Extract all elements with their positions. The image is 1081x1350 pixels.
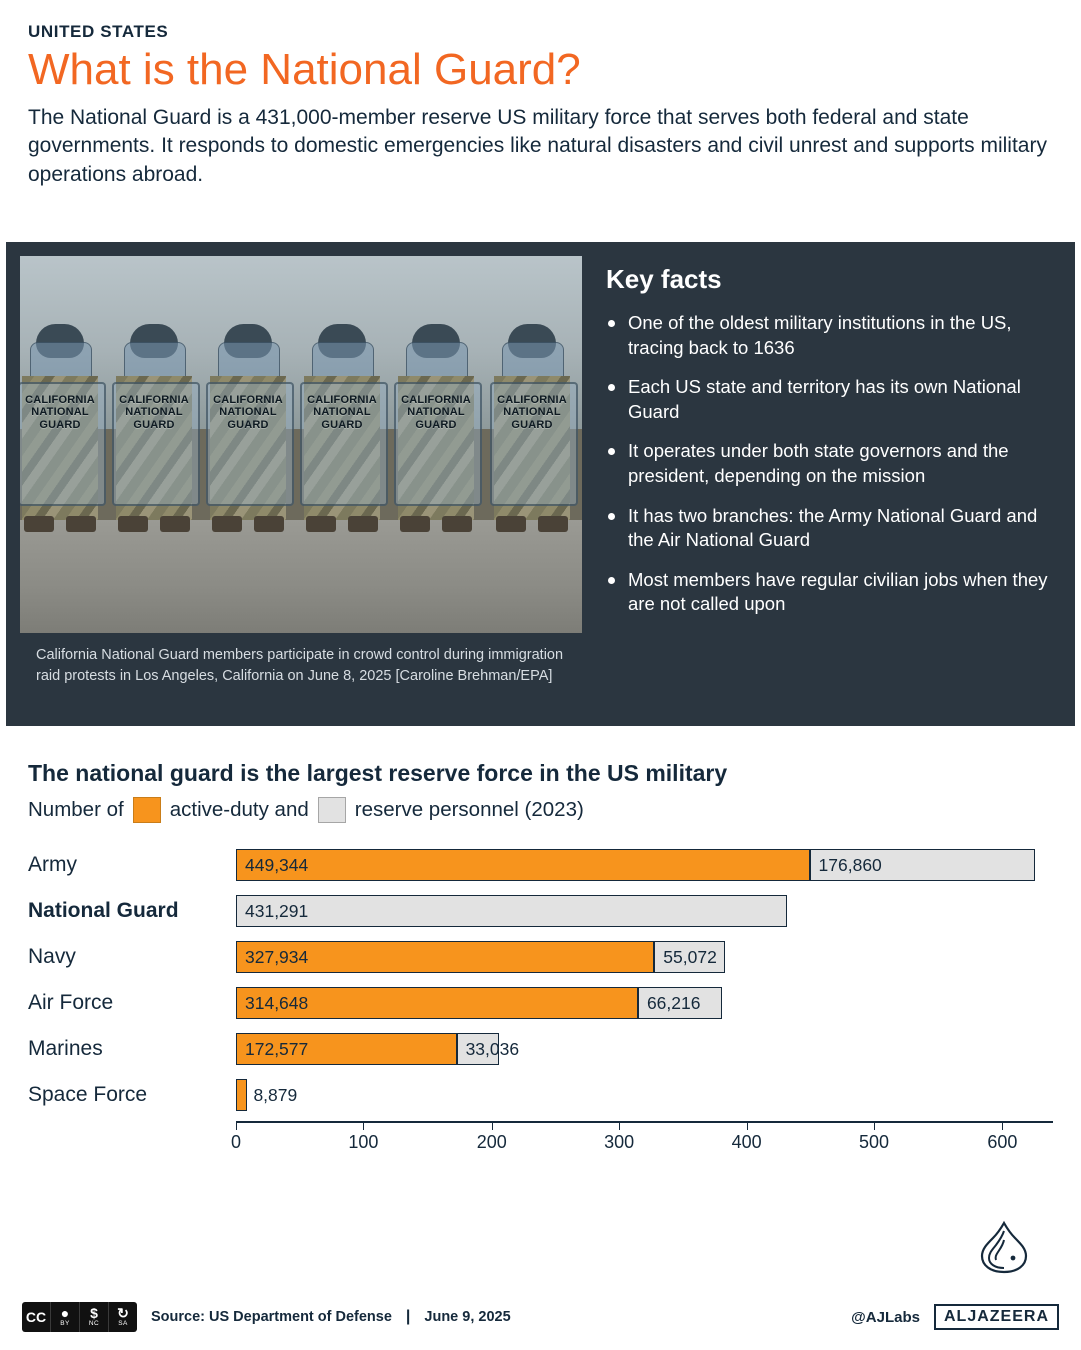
cc-glyph: CC	[25, 1309, 47, 1325]
bar-group	[236, 1033, 1053, 1065]
table-row	[28, 1075, 1053, 1115]
aljazeera-logo-icon	[973, 1220, 1035, 1276]
bar-active-duty	[236, 987, 638, 1019]
kicker: UNITED STATES	[28, 22, 169, 41]
fact-text: Most members have regular civilian jobs when they are not called upon	[628, 568, 1048, 615]
key-facts-panel	[6, 242, 1075, 726]
chart-rows	[28, 845, 1053, 1115]
guard-figure	[486, 324, 578, 520]
bullet-icon	[608, 577, 615, 584]
bar-reserve	[810, 849, 1035, 881]
guard-figure	[296, 324, 388, 520]
fact-text: Each US state and territory has its own National Guard	[628, 376, 1021, 422]
axis-tick	[1002, 1123, 1003, 1130]
x-axis	[230, 1121, 1053, 1157]
axis-tick-label: 400	[731, 1132, 762, 1152]
boot	[538, 516, 568, 532]
cc-nc-icon	[80, 1302, 109, 1332]
category-label: Space Force	[28, 1083, 148, 1106]
bar-group	[236, 941, 1053, 973]
list-item	[606, 439, 1053, 488]
bar-active-duty	[236, 849, 810, 881]
axis-tick-label: 600	[987, 1132, 1018, 1152]
shield-text: CALIFORNIA NATIONAL GUARD	[25, 393, 95, 431]
fact-text: It operates under both state governors and the president, depending on the mission	[628, 440, 1009, 486]
key-facts-title: Key facts	[606, 264, 722, 294]
cc-sa-label: SA	[118, 1320, 128, 1327]
social-handle: @AJLabs	[851, 1308, 920, 1326]
cc-nc-label: NC	[88, 1320, 100, 1327]
standfirst: The National Guard is a 431,000-member reserve US military force that serves both federal and state governments. It responds to domestic emergencies like natural disasters and civil unrest and supports military operations abroad.	[28, 105, 1047, 187]
axis-tick	[492, 1123, 493, 1130]
bar-value-reserve: 66,216	[646, 992, 701, 1013]
bar-group	[236, 849, 1053, 881]
header	[0, 0, 1081, 190]
legend-label-reserve: reserve personnel (2023)	[354, 798, 584, 821]
bar-value-reserve: 176,860	[818, 854, 882, 875]
axis-tick	[619, 1123, 620, 1130]
category-label: Marines	[28, 1037, 103, 1060]
nc-glyph: $	[90, 1305, 98, 1321]
shield-text: CALIFORNIA NATIONAL GUARD	[213, 393, 283, 431]
chart	[28, 760, 1053, 1157]
axis-tick	[747, 1123, 748, 1130]
photo-ground	[20, 520, 582, 633]
guard-figure	[202, 324, 294, 520]
axis-tick-label: 0	[230, 1132, 242, 1152]
photo	[20, 256, 582, 633]
list-item	[606, 375, 1053, 424]
list-item	[606, 568, 1053, 617]
cc-icon	[22, 1302, 51, 1332]
bar-group	[236, 895, 1053, 927]
photo-block	[6, 242, 582, 726]
bar-value-reserve: 431,291	[245, 900, 309, 921]
bullet-icon	[608, 513, 615, 520]
bar-value-active-duty: 449,344	[245, 854, 309, 875]
sa-glyph: ↻	[117, 1305, 129, 1321]
axis-tick	[236, 1123, 237, 1130]
cc-by-label: BY	[60, 1320, 70, 1327]
fact-text: It has two branches: the Army National Guard and the Air National Guard	[628, 504, 1038, 551]
key-facts-list	[582, 242, 1075, 726]
boot	[254, 516, 284, 532]
bar-value-active-duty: 327,934	[245, 946, 309, 967]
shield-text: CALIFORNIA NATIONAL GUARD	[497, 393, 567, 431]
boot	[400, 516, 430, 532]
source-text: Source: US Department of Defense	[151, 1309, 392, 1325]
footer-brand	[851, 1304, 1059, 1330]
bar-reserve	[457, 1033, 520, 1065]
table-row	[28, 983, 1053, 1023]
table-row	[28, 937, 1053, 977]
category-label: Navy	[28, 945, 76, 968]
bar-active-duty	[236, 1079, 247, 1111]
bar-group	[236, 987, 1053, 1019]
page-title: What is the National Guard?	[28, 45, 581, 94]
bar-active-duty	[236, 941, 654, 973]
person-glyph: ●	[60, 1305, 70, 1321]
category-label: Army	[28, 853, 77, 876]
legend-swatch-active-duty	[133, 797, 161, 823]
table-row	[28, 891, 1053, 931]
footer-separator: |	[405, 1308, 411, 1325]
axis-tick-label: 100	[348, 1132, 379, 1152]
guard-figure	[390, 324, 482, 520]
bar-value-active-duty: 8,879	[253, 1084, 298, 1105]
boot	[348, 516, 378, 532]
chart-legend	[28, 797, 1053, 823]
shield-text: CALIFORNIA NATIONAL GUARD	[119, 393, 189, 431]
bar-value-reserve: 55,072	[663, 946, 717, 967]
bar-reserve	[236, 895, 787, 927]
boot	[118, 516, 148, 532]
bullet-icon	[608, 448, 615, 455]
cc-sa-icon	[109, 1302, 137, 1332]
bar-reserve	[638, 987, 722, 1019]
bar-value-active-duty: 314,648	[245, 992, 309, 1013]
creative-commons-badge	[22, 1302, 511, 1332]
legend-swatch-reserve	[318, 797, 346, 823]
cc-by-icon	[51, 1302, 80, 1332]
boot	[306, 516, 336, 532]
bar-value-reserve: 33,036	[465, 1038, 520, 1059]
table-row	[28, 845, 1053, 885]
category-label: Air Force	[28, 991, 114, 1014]
axis-tick-label: 500	[859, 1132, 890, 1152]
legend-prefix: Number of	[28, 798, 124, 821]
list-item	[606, 504, 1053, 553]
photo-caption: California National Guard members participate in crowd control during immigration raid protests in Los Angeles, California on June 8, 2025 [Caroline Brehman/EPA]	[36, 647, 564, 684]
chart-title: The national guard is the largest reserve force in the US military	[28, 760, 728, 786]
list-item	[606, 311, 1053, 360]
axis-tick-label: 300	[604, 1132, 635, 1152]
shield-text: CALIFORNIA NATIONAL GUARD	[307, 393, 377, 431]
bullet-icon	[608, 320, 615, 327]
bar-group	[236, 1079, 1053, 1111]
table-row	[28, 1029, 1053, 1069]
shield-text: CALIFORNIA NATIONAL GUARD	[401, 393, 471, 431]
guard-figure	[20, 324, 106, 520]
bar-active-duty	[236, 1033, 457, 1065]
fact-text: One of the oldest military institutions in the US, tracing back to 1636	[628, 312, 1012, 358]
boot	[212, 516, 242, 532]
guard-figure	[108, 324, 200, 520]
bullet-icon	[608, 384, 615, 391]
bar-reserve	[654, 941, 724, 973]
boot	[24, 516, 54, 532]
boot	[66, 516, 96, 532]
publish-date: June 9, 2025	[424, 1309, 511, 1325]
axis-tick	[363, 1123, 364, 1130]
axis-tick-label: 200	[476, 1132, 507, 1152]
category-label: National Guard	[28, 899, 179, 922]
footer	[0, 1278, 1081, 1350]
boot	[496, 516, 526, 532]
aljazeera-wordmark: ALJAZEERA	[934, 1304, 1059, 1330]
boot	[160, 516, 190, 532]
bar-value-active-duty: 172,577	[245, 1038, 309, 1059]
boot	[442, 516, 472, 532]
axis-tick	[874, 1123, 875, 1130]
legend-label-active-duty: active-duty and	[169, 798, 309, 821]
